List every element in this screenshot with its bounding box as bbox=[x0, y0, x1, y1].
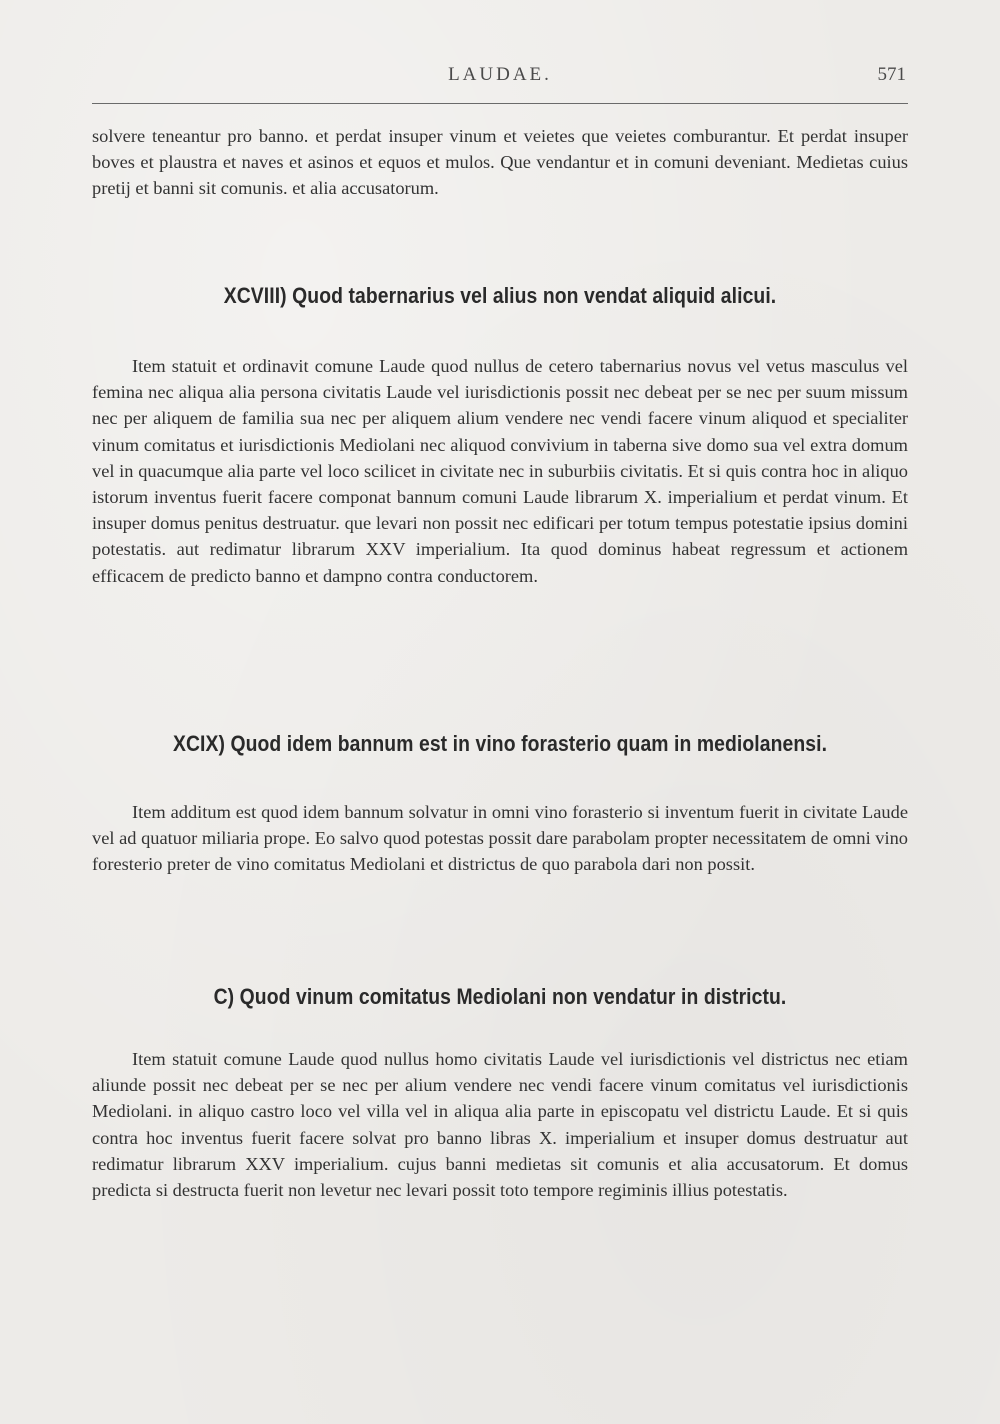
page-header bbox=[92, 60, 908, 96]
page-number: 571 bbox=[877, 64, 906, 85]
paragraph: solvere teneantur pro banno. et perdat insuper vinum et veietes que veietes comburantur. Et perdat insuper boves et plaustra et naves et asinos et equos et mulos. Que vendantur et in comuni deveniant. Medietas cuius pretij et banni sit comunis. et alia accusatorum. bbox=[92, 126, 908, 199]
section-text-xcix bbox=[92, 799, 908, 878]
section-text-xcviii bbox=[92, 353, 908, 589]
paragraph: Item additum est quod idem bannum solvatur in omni vino forasterio si inventum fuerit in civitate Laude vel ad quatuor miliaria prope. Eo salvo quod potestas possit dare parabolam propter necessitatem de omni vino foresterio preter de vino comitatus Mediolani et districtus de quo parabola dari non possit. bbox=[92, 802, 908, 875]
paragraph: Item statuit et ordinavit comune Laude quod nullus de cetero tabernarius novus vel vetus masculus vel femina nec aliqua alia persona civitatis Laude vel iurisdictionis possit nec debeat per se nec per suum missum nec per aliquem de familia sua nec per aliquem alium vendere nec vendi facere vinum aliquod et specialiter vinum comitatus et iurisdictionis Mediolani nec aliquod convivium in taberna sive domo sua vel extra domum vel in quacumque alia parte vel loco scilicet in civitate nec in suburbiis civitatis. Et si quis contra hoc in aliquo istorum inventus fuerit facere componat bannum comuni Laude librarum X. imperialium et perdat vinum. Et insuper domus penitus destruatur. que levari non possit nec edificari per totum tempus potestatie ipsius domini potestatis. aut redimatur librarum XXV imperialium. Ita quod dominus habeat regressum et actionem efficacem de predicto banno et dampno contra conductorem. bbox=[92, 356, 908, 586]
section-text-c bbox=[92, 1046, 908, 1203]
section-heading-xcviii: XCVIII) Quod tabernarius vel alius non vendat aliquid alicui. bbox=[223, 283, 777, 308]
running-head: LAUDAE. bbox=[448, 64, 552, 85]
section-heading-c: C) Quod vinum comitatus Mediolani non vendatur in districtu. bbox=[213, 984, 787, 1009]
header-rule bbox=[92, 103, 908, 104]
paragraph: Item statuit comune Laude quod nullus homo civitatis Laude vel iurisdictionis vel districtus nec etiam aliunde possit nec debeat per se nec per alium vendere nec vendi facere vinum comitatus vel iurisdictionis Mediolani. in aliquo castro loco vel villa vel in aliqua alia parte in episcopatu vel districtu Laude. Et si quis contra hoc inventus fuerit facere solvat pro banno libras X. imperialium et insuper domus destruatur aut redimatur librarum XXV imperialium. cujus banni medietas sit comunis et alia accusatorum. Et domus predicta si destructa fuerit non levetur nec levari possit toto tempore regiminis illius potestatis. bbox=[92, 1049, 908, 1201]
section-continuation-text bbox=[92, 123, 908, 202]
section-heading-xcix: XCIX) Quod idem bannum est in vino forasterio quam in mediolanensi. bbox=[172, 731, 828, 756]
